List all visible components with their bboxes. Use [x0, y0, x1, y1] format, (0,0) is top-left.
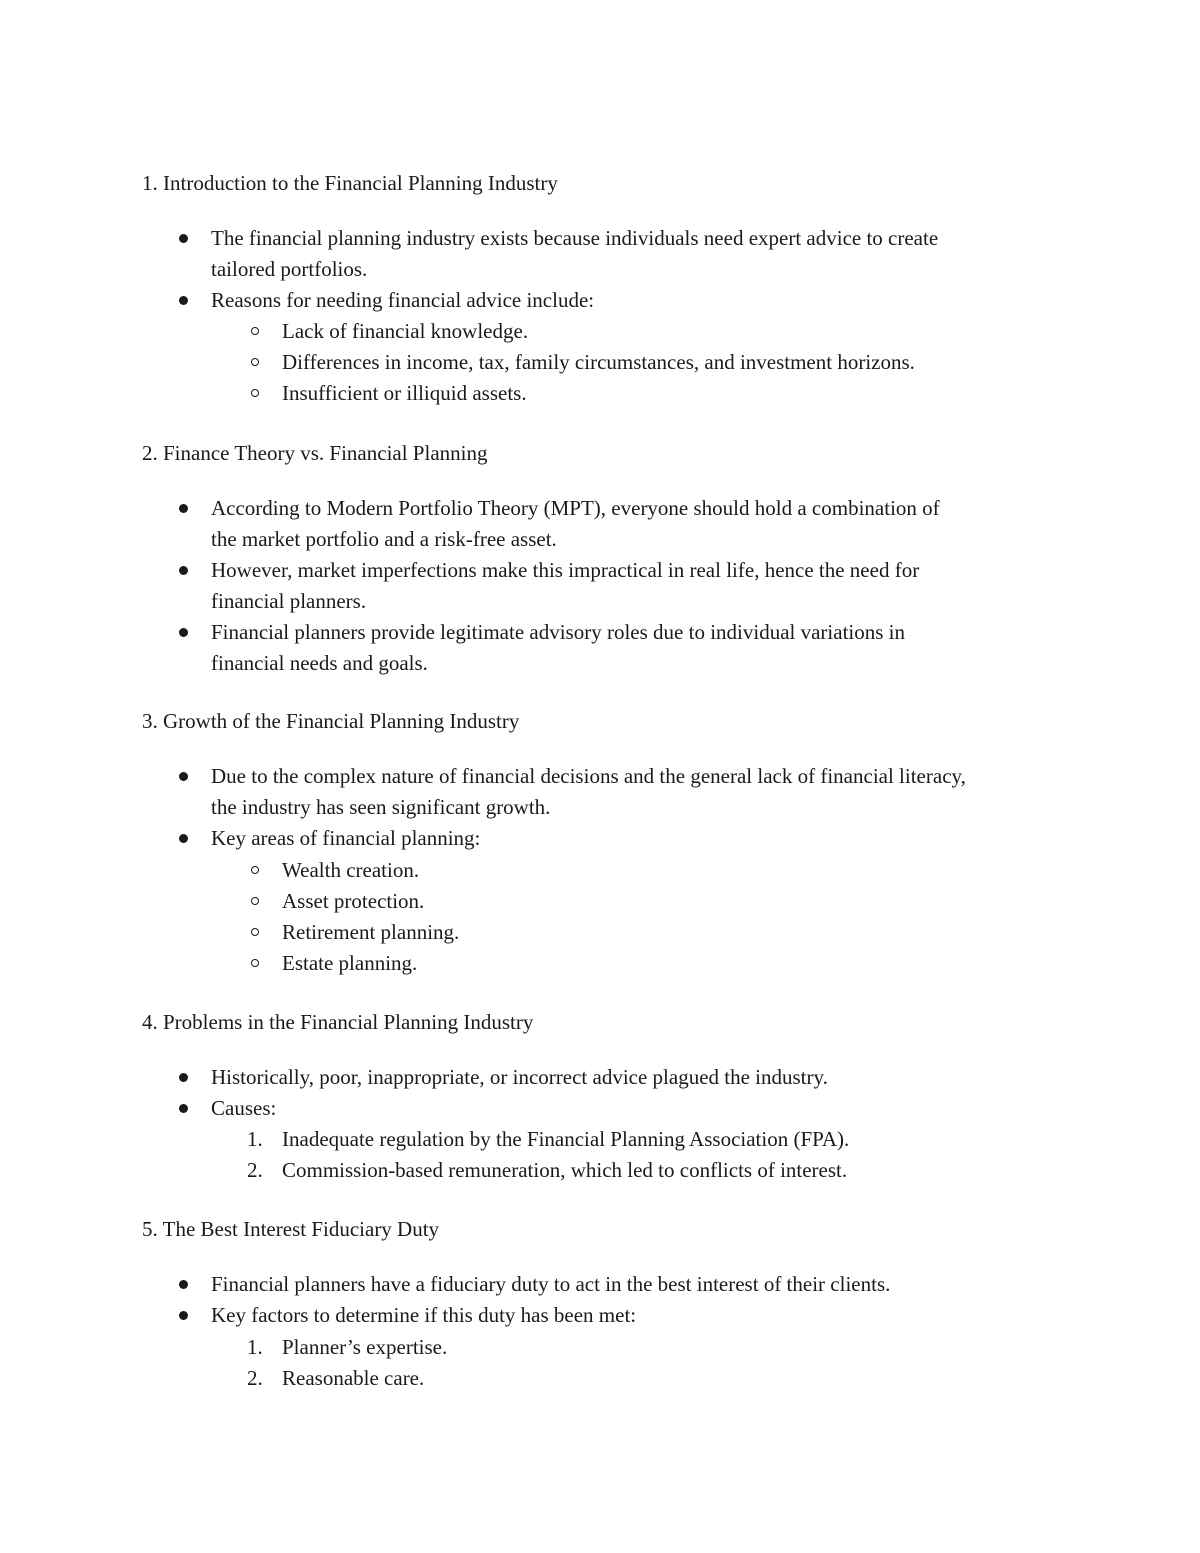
subitem-number: 1.: [247, 1335, 263, 1359]
bullet-icon: [179, 296, 188, 305]
bullet-icon: [179, 834, 188, 843]
subitem-text: Reasonable care.: [282, 1366, 425, 1390]
bullet-icon: [179, 504, 188, 513]
bullet-icon: [179, 566, 188, 575]
bullet-icon: [179, 234, 188, 243]
section-3-subitem-4: [0, 948, 1200, 979]
section-1-subitem-1: [0, 316, 1200, 347]
hollow-circle-icon: [251, 897, 259, 905]
bullet-line: financial needs and goals.: [211, 651, 428, 675]
section-4-subitem-2: [0, 1155, 1200, 1186]
bullet-line: However, market imperfections make this impractical in real life, hence the need for: [211, 558, 920, 582]
subitem-text: Inadequate regulation by the Financial Planning Association (FPA).: [282, 1127, 850, 1151]
hollow-circle-icon: [251, 866, 259, 874]
subitem-number: 2.: [247, 1366, 263, 1390]
subitem-text: Differences in income, tax, family circumstances, and investment horizons.: [282, 350, 915, 374]
subitem-text: Commission-based remuneration, which led to conflicts of interest.: [282, 1158, 848, 1182]
hollow-circle-icon: [251, 327, 259, 335]
bullet-icon: [179, 1280, 188, 1289]
subitem-text: Planner’s expertise.: [282, 1335, 448, 1359]
bullet-line: Financial planners provide legitimate advisory roles due to individual variations in: [211, 620, 906, 644]
bullet-icon: [179, 628, 188, 637]
subitem-number: 1.: [247, 1127, 263, 1151]
section-1-subitem-2: [0, 347, 1200, 378]
subitem-text: Lack of financial knowledge.: [282, 319, 529, 343]
bullet-line: Historically, poor, inappropriate, or incorrect advice plagued the industry.: [211, 1065, 828, 1089]
section-1-subitem-3: [0, 378, 1200, 409]
hollow-circle-icon: [251, 928, 259, 936]
section-1-heading: 1. Introduction to the Financial Planning Industry: [142, 171, 558, 195]
bullet-line: the market portfolio and a risk-free asset.: [211, 527, 557, 551]
section-5-subitem-1: [0, 1332, 1200, 1363]
subitem-number: 2.: [247, 1158, 263, 1182]
bullet-icon: [179, 1073, 188, 1082]
bullet-line: Due to the complex nature of financial decisions and the general lack of financial literacy,: [211, 764, 966, 788]
bullet-line: financial planners.: [211, 589, 367, 613]
section-3-subitem-1: [0, 855, 1200, 886]
section-2-heading: 2. Finance Theory vs. Financial Planning: [142, 441, 488, 465]
bullet-icon: [179, 1104, 188, 1113]
section-3-subitem-3: [0, 917, 1200, 948]
section-4-heading: 4. Problems in the Financial Planning Industry: [142, 1010, 534, 1034]
section-4-subitem-1: [0, 1124, 1200, 1155]
bullet-line: tailored portfolios.: [211, 257, 368, 281]
hollow-circle-icon: [251, 358, 259, 366]
hollow-circle-icon: [251, 389, 259, 397]
bullet-line: Key factors to determine if this duty has been met:: [211, 1303, 637, 1327]
section-3-heading: 3. Growth of the Financial Planning Industry: [142, 709, 520, 733]
subitem-text: Insufficient or illiquid assets.: [282, 381, 527, 405]
bullet-icon: [179, 1311, 188, 1320]
subitem-text: Asset protection.: [282, 889, 425, 913]
bullet-line: According to Modern Portfolio Theory (MPT), everyone should hold a combination of: [211, 496, 940, 520]
hollow-circle-icon: [251, 959, 259, 967]
bullet-line: Causes:: [211, 1096, 277, 1120]
section-5-subitem-2: [0, 1363, 1200, 1394]
section-5-heading: 5. The Best Interest Fiduciary Duty: [142, 1217, 440, 1241]
bullet-line: Key areas of financial planning:: [211, 826, 481, 850]
subitem-text: Wealth creation.: [282, 858, 420, 882]
bullet-line: Reasons for needing financial advice include:: [211, 288, 595, 312]
bullet-icon: [179, 772, 188, 781]
bullet-line: the industry has seen significant growth.: [211, 795, 551, 819]
subitem-text: Retirement planning.: [282, 920, 460, 944]
bullet-line: The financial planning industry exists because individuals need expert advice to create: [211, 226, 939, 250]
bullet-line: Financial planners have a fiduciary duty to act in the best interest of their clients.: [211, 1272, 891, 1296]
subitem-text: Estate planning.: [282, 951, 418, 975]
section-3-subitem-2: [0, 886, 1200, 917]
